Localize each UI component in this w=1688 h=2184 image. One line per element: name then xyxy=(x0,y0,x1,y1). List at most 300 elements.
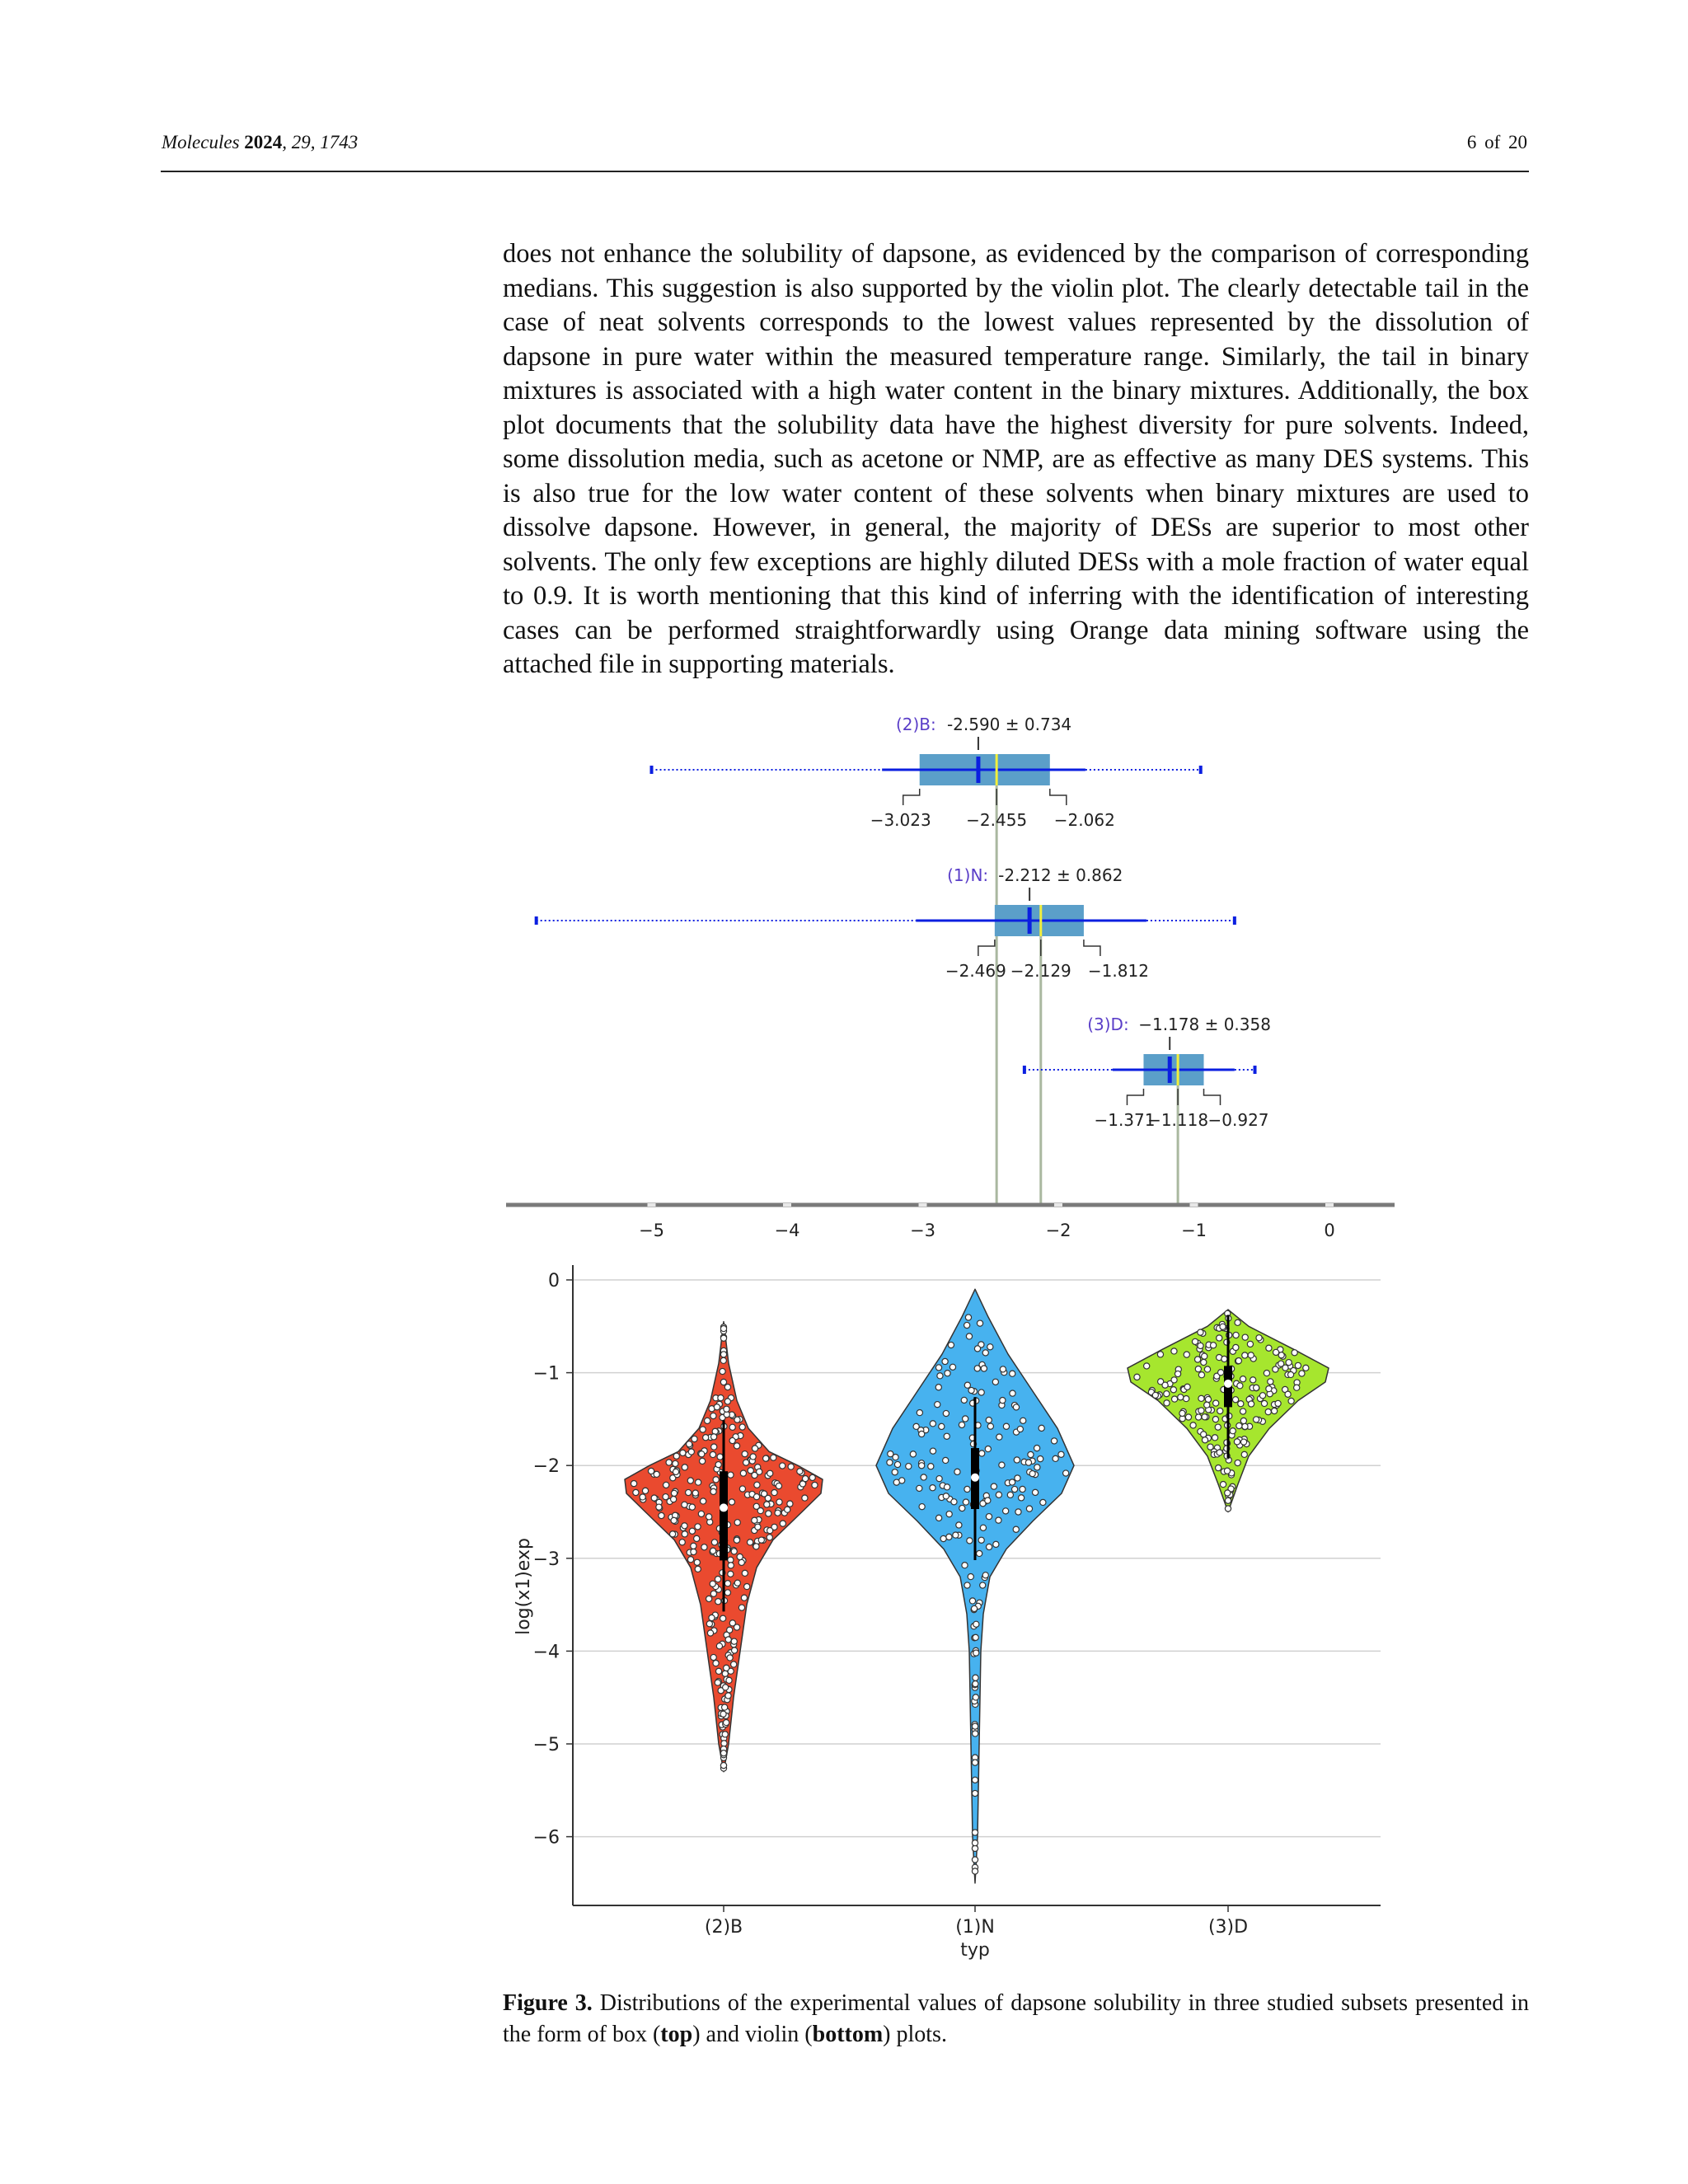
violin-point xyxy=(642,1488,648,1493)
violin-point xyxy=(710,1451,715,1457)
violin-point xyxy=(1265,1409,1271,1415)
violin-point xyxy=(747,1540,753,1545)
journal-name: Molecules xyxy=(162,132,240,152)
violin-point xyxy=(991,1483,996,1489)
box-q1-label-1: −2.469 xyxy=(945,961,1006,981)
violin-point xyxy=(707,1630,713,1636)
violin-point xyxy=(962,1563,968,1568)
violin-inner-box-0 xyxy=(720,1471,728,1560)
violin-point xyxy=(1053,1455,1058,1461)
violin-point xyxy=(809,1474,815,1480)
violin-point xyxy=(943,1410,949,1416)
violin-point xyxy=(971,1605,977,1611)
violin-point xyxy=(780,1521,785,1526)
box-median-label-0: −2.455 xyxy=(966,810,1028,830)
violin-point xyxy=(973,1650,979,1656)
violin-point xyxy=(720,1763,726,1769)
violin-point xyxy=(720,1379,726,1385)
violin-point xyxy=(986,1417,992,1422)
violin-point xyxy=(691,1549,696,1554)
violin-point xyxy=(1288,1398,1294,1404)
violin-point xyxy=(1259,1393,1265,1399)
violin-point xyxy=(1058,1451,1064,1457)
body-text xyxy=(503,237,1529,682)
journal-volume: , 29, 1743 xyxy=(282,132,359,152)
violin-point xyxy=(913,1423,919,1429)
violin-point xyxy=(1198,1343,1203,1348)
box-max-marker-2 xyxy=(1254,1066,1257,1074)
violin-point xyxy=(936,1476,942,1482)
violin-point xyxy=(977,1550,982,1556)
violin-point xyxy=(737,1554,743,1559)
violin-point xyxy=(930,1421,935,1427)
violin-point xyxy=(1003,1423,1009,1429)
violin-point xyxy=(694,1559,700,1565)
violin-point xyxy=(748,1468,753,1474)
box-q1-label-2: −1.371 xyxy=(1094,1110,1156,1130)
violin-point xyxy=(1020,1486,1025,1492)
violin-point xyxy=(1275,1400,1281,1406)
violin-point xyxy=(715,1668,721,1674)
violin-point xyxy=(688,1449,694,1455)
violin-point xyxy=(682,1523,687,1529)
violin-point xyxy=(734,1624,739,1630)
violin-point xyxy=(973,1621,979,1627)
box-x-tick-label-4: −1 xyxy=(1181,1221,1207,1240)
violin-point xyxy=(930,1448,935,1454)
violin-point xyxy=(987,1344,993,1350)
caption-text-2: ) and violin ( xyxy=(692,2022,813,2047)
violin-point xyxy=(1233,1344,1239,1350)
violin-point xyxy=(985,1446,991,1451)
violin-point xyxy=(980,1525,986,1530)
box-q3-bracket-2 xyxy=(1204,1089,1221,1105)
violin-point xyxy=(906,1464,912,1469)
violin-point xyxy=(734,1520,740,1526)
violin-point xyxy=(1000,1398,1006,1404)
box-group-label-1: (1)N: xyxy=(947,865,989,885)
violin-point xyxy=(986,1514,992,1520)
box-q1-bracket-2 xyxy=(1127,1089,1143,1105)
violin-point xyxy=(1278,1352,1284,1358)
box-x-tick-5 xyxy=(1325,1203,1334,1207)
violin-point xyxy=(731,1549,737,1554)
violin-point xyxy=(1205,1396,1211,1402)
violin-point xyxy=(996,1492,1001,1497)
caption-bold-top: top xyxy=(660,2022,693,2047)
violin-point xyxy=(1237,1383,1243,1389)
violin-point xyxy=(720,1352,726,1357)
violin-point xyxy=(894,1461,900,1467)
violin-point xyxy=(689,1504,695,1510)
violin-point xyxy=(706,1621,712,1627)
violin-point xyxy=(964,1582,970,1588)
violin-point xyxy=(1157,1352,1163,1357)
violin-point xyxy=(1204,1402,1210,1408)
violin-point xyxy=(1202,1353,1207,1359)
violin-point xyxy=(633,1489,639,1495)
box-median-label-2: −1.118 xyxy=(1147,1110,1209,1130)
violin-point xyxy=(986,1544,992,1549)
violin-point xyxy=(752,1517,757,1523)
violin-point xyxy=(744,1583,750,1589)
violin-point xyxy=(893,1479,899,1485)
violin-point xyxy=(1020,1418,1026,1423)
violin-point xyxy=(1040,1499,1046,1505)
box-mean-sd-label-1: -2.212 ± 0.862 xyxy=(998,865,1123,885)
violin-point xyxy=(700,1458,706,1464)
box-x-tick-label-1: −4 xyxy=(774,1221,800,1240)
violin-point xyxy=(948,1342,954,1347)
violin-point xyxy=(954,1469,960,1474)
violin-point xyxy=(767,1535,772,1540)
violin-x-tick-label-2: (3)D xyxy=(1207,1917,1249,1938)
violin-point xyxy=(1215,1424,1221,1430)
violin-point xyxy=(695,1566,701,1572)
violin-point xyxy=(754,1482,760,1488)
violin-point xyxy=(1234,1439,1240,1445)
violin-point xyxy=(724,1590,730,1596)
box-q3-bracket-1 xyxy=(1084,940,1100,956)
violin-point xyxy=(691,1543,696,1549)
page-number: 6 of 20 xyxy=(1466,132,1527,152)
violin-point xyxy=(812,1482,818,1488)
violin-point xyxy=(919,1463,925,1469)
caption-text-3: ) plots. xyxy=(883,2022,947,2047)
box-mean-sd-label-2: −1.178 ± 0.358 xyxy=(1138,1015,1271,1034)
violin-point xyxy=(972,1790,978,1796)
violin-point xyxy=(1242,1423,1248,1429)
violin-point xyxy=(1184,1395,1189,1401)
violin-point xyxy=(670,1531,676,1537)
violin-point xyxy=(695,1524,701,1530)
violin-y-tick-label-5: −5 xyxy=(532,1735,560,1755)
violin-point xyxy=(1220,1481,1226,1487)
violin-point xyxy=(1013,1404,1019,1410)
header-rule xyxy=(161,171,1529,172)
violin-point xyxy=(776,1483,781,1488)
violin-point xyxy=(766,1511,771,1516)
violin-point xyxy=(1039,1425,1044,1431)
violin-point xyxy=(757,1469,762,1474)
violin-point xyxy=(972,1830,978,1835)
violin-point xyxy=(1261,1400,1267,1406)
violin-point xyxy=(1162,1382,1168,1388)
violin-point xyxy=(1171,1377,1177,1383)
violin-point xyxy=(953,1532,959,1538)
violin-point xyxy=(720,1711,726,1717)
violin-point xyxy=(710,1654,716,1660)
violin-point xyxy=(1236,1358,1241,1364)
box-x-tick-label-3: −2 xyxy=(1045,1221,1071,1240)
violin-point xyxy=(699,1451,705,1457)
violin-point xyxy=(1032,1489,1038,1495)
violin-point xyxy=(682,1502,687,1507)
violin-point xyxy=(682,1465,687,1470)
violin-point xyxy=(727,1627,733,1633)
violin-median-dot-1 xyxy=(971,1474,979,1482)
violin-point xyxy=(698,1511,704,1516)
violin-point xyxy=(936,1515,942,1521)
violin-point xyxy=(711,1540,717,1545)
violin-point xyxy=(1221,1356,1227,1361)
violin-point xyxy=(1241,1451,1247,1457)
violin-point xyxy=(972,1868,978,1874)
violin-point xyxy=(714,1404,720,1410)
violin-point xyxy=(973,1634,978,1640)
violin-point xyxy=(752,1446,757,1451)
violin-point xyxy=(717,1454,723,1460)
violin-point xyxy=(1190,1422,1196,1428)
violin-point xyxy=(973,1681,978,1687)
violin-x-tick-label-0: (2)B xyxy=(704,1917,743,1938)
violin-point xyxy=(720,1750,726,1756)
violin-point xyxy=(1236,1422,1242,1428)
violin-point xyxy=(919,1431,925,1436)
violin-point xyxy=(1029,1471,1035,1477)
violin-point xyxy=(1287,1371,1293,1377)
violin-point xyxy=(1184,1352,1189,1357)
violin-point xyxy=(739,1424,745,1430)
violin-point xyxy=(945,1371,950,1376)
violin-point xyxy=(671,1497,677,1502)
violin-point xyxy=(973,1694,978,1700)
figure-3 xyxy=(495,701,1401,1961)
violin-point xyxy=(724,1581,730,1586)
violin-point xyxy=(1011,1486,1017,1492)
box-q1-label-0: −3.023 xyxy=(870,810,931,830)
violin-point xyxy=(713,1660,719,1666)
violin-point xyxy=(973,1675,978,1680)
violin-point xyxy=(673,1469,678,1474)
violin-point xyxy=(1164,1400,1170,1406)
violin-point xyxy=(1217,1450,1222,1455)
violin-point xyxy=(1000,1366,1006,1372)
box-group-label-0: (2)B: xyxy=(895,715,936,734)
violin-point xyxy=(740,1470,746,1476)
box-max-marker-0 xyxy=(1199,766,1203,774)
violin-point xyxy=(1240,1376,1245,1382)
violin-point xyxy=(696,1479,701,1485)
violin-point xyxy=(968,1573,973,1579)
box-q3-label-0: −2.062 xyxy=(1053,810,1115,830)
violin-point xyxy=(651,1495,657,1501)
violin-point xyxy=(1217,1335,1222,1341)
violin-point xyxy=(979,1451,985,1456)
violin-point xyxy=(709,1615,715,1620)
violin-point xyxy=(1217,1408,1223,1413)
violin-point xyxy=(1235,1319,1240,1325)
violin-point xyxy=(716,1643,722,1649)
violin-point xyxy=(710,1434,716,1440)
violin-point xyxy=(963,1499,968,1505)
violin-point xyxy=(987,1423,993,1429)
violin-point xyxy=(1242,1334,1248,1340)
violin-point xyxy=(720,1335,726,1341)
box-q3-label-2: −0.927 xyxy=(1207,1110,1269,1130)
violin-point xyxy=(981,1366,987,1371)
violin-point xyxy=(728,1472,734,1478)
violin-point xyxy=(1248,1401,1254,1407)
violin-median-dot-2 xyxy=(1224,1380,1232,1388)
violin-point xyxy=(640,1494,645,1500)
violin-point xyxy=(993,1541,999,1547)
violin-point xyxy=(722,1704,728,1710)
violin-point xyxy=(776,1499,782,1505)
violin-point xyxy=(656,1504,662,1510)
violin-point xyxy=(1198,1395,1204,1401)
violin-point xyxy=(1235,1460,1240,1465)
violin-point xyxy=(720,1615,726,1621)
violin-point xyxy=(1014,1457,1020,1463)
box-x-tick-4 xyxy=(1190,1203,1198,1207)
violin-point xyxy=(721,1741,727,1746)
violin-point xyxy=(718,1394,724,1400)
violin-point xyxy=(741,1595,747,1601)
violin-point xyxy=(725,1637,731,1643)
violin-point xyxy=(723,1685,729,1690)
violin-y-tick-label-4: −4 xyxy=(532,1642,560,1663)
violin-point xyxy=(1198,1329,1203,1335)
violin-point xyxy=(689,1528,695,1534)
violin-point xyxy=(965,1315,971,1320)
violin-point xyxy=(959,1422,964,1427)
violin-point xyxy=(946,1511,952,1517)
violin-point xyxy=(968,1387,974,1393)
violin-point xyxy=(966,1333,972,1339)
violin-point xyxy=(715,1680,720,1685)
violin-point xyxy=(1178,1394,1184,1400)
violin-point xyxy=(1198,1408,1204,1413)
violin-point xyxy=(711,1444,717,1450)
violin-point xyxy=(919,1504,925,1510)
violin-point xyxy=(1152,1392,1158,1398)
violin-point xyxy=(671,1490,677,1496)
figure-canvas xyxy=(495,701,1401,1961)
violin-point xyxy=(720,1325,726,1331)
violin-point xyxy=(1018,1495,1024,1501)
violin-point xyxy=(1028,1451,1034,1457)
violin-point xyxy=(1240,1439,1246,1445)
violin-point xyxy=(935,1365,941,1371)
violin-point xyxy=(703,1435,709,1441)
violin-point xyxy=(680,1450,686,1455)
violin-point xyxy=(734,1537,739,1543)
violin-point xyxy=(1063,1470,1069,1476)
violin-point xyxy=(1010,1390,1015,1396)
violin-point xyxy=(694,1535,700,1541)
violin-point xyxy=(757,1507,763,1513)
violin-point xyxy=(1171,1396,1177,1402)
violin-point xyxy=(1175,1371,1180,1376)
violin-point xyxy=(738,1605,744,1610)
violin-point xyxy=(963,1416,968,1422)
caption-bold-bottom: bottom xyxy=(812,2022,884,2047)
violin-point xyxy=(1195,1414,1201,1420)
violin-point xyxy=(715,1576,720,1582)
violin-point xyxy=(1225,1490,1231,1496)
violin-point xyxy=(701,1498,706,1504)
violin-point xyxy=(1240,1408,1245,1414)
violin-point xyxy=(666,1460,672,1465)
violin-point xyxy=(654,1471,659,1477)
violin-point xyxy=(731,1661,737,1667)
violin-point xyxy=(944,1433,950,1439)
box-q3-label-1: −1.812 xyxy=(1087,961,1149,981)
violin-point xyxy=(1185,1414,1191,1420)
violin-point xyxy=(785,1507,790,1512)
violin-point xyxy=(978,1390,984,1395)
violin-point xyxy=(1212,1435,1217,1441)
box-q1-bracket-1 xyxy=(978,940,995,956)
violin-point xyxy=(1264,1370,1269,1376)
violin-point xyxy=(917,1485,922,1491)
box-q1-bracket-0 xyxy=(903,789,920,805)
violin-point xyxy=(715,1462,721,1468)
violin-point xyxy=(944,1484,950,1490)
violin-point xyxy=(974,1346,980,1352)
violin-point xyxy=(771,1455,776,1460)
violin-point xyxy=(1007,1492,1013,1497)
violin-point xyxy=(1256,1335,1262,1341)
violin-point xyxy=(1266,1345,1272,1351)
violin-point xyxy=(943,1493,949,1499)
violin-point xyxy=(758,1537,764,1543)
violin-point xyxy=(706,1514,712,1520)
violin-point xyxy=(910,1451,916,1457)
violin-point xyxy=(973,1731,978,1736)
violin-point xyxy=(728,1571,734,1577)
violin-point xyxy=(996,1434,1002,1440)
violin-point xyxy=(982,1572,988,1578)
box-x-tick-label-0: −5 xyxy=(639,1221,664,1240)
violin-point xyxy=(679,1540,685,1545)
violin-point xyxy=(964,1486,970,1492)
violin-point xyxy=(687,1478,693,1483)
violin-y-tick-label-2: −2 xyxy=(532,1456,560,1478)
violin-point xyxy=(1250,1377,1256,1383)
violin-point xyxy=(1013,1526,1019,1532)
violin-point xyxy=(956,1522,962,1528)
violin-point xyxy=(1272,1408,1278,1413)
violin-point xyxy=(1248,1352,1254,1358)
violin-point xyxy=(724,1719,729,1725)
violin-point xyxy=(969,1598,975,1604)
violin-point xyxy=(1266,1385,1272,1391)
violin-point xyxy=(939,1423,945,1429)
violin-point xyxy=(710,1413,716,1418)
violin-point xyxy=(940,1535,946,1541)
violin-point xyxy=(1247,1341,1253,1347)
violin-point xyxy=(788,1464,794,1469)
violin-point xyxy=(946,1534,952,1540)
violin-point xyxy=(1179,1410,1185,1416)
violin-y-axis-label: log(x1)exp xyxy=(513,1538,534,1635)
violin-point xyxy=(943,1457,949,1463)
violin-point xyxy=(713,1477,719,1483)
violin-point xyxy=(996,1517,1001,1523)
box-x-tick-label-5: 0 xyxy=(1324,1221,1335,1240)
violin-point xyxy=(892,1469,898,1475)
violin-point xyxy=(921,1474,926,1480)
box-x-tick-2 xyxy=(919,1203,927,1207)
violin-point xyxy=(1202,1414,1207,1420)
violin-point xyxy=(687,1557,693,1563)
violin-point xyxy=(762,1491,767,1497)
violin-point xyxy=(734,1417,740,1422)
violin-point xyxy=(1184,1384,1190,1390)
violin-point xyxy=(992,1379,998,1385)
